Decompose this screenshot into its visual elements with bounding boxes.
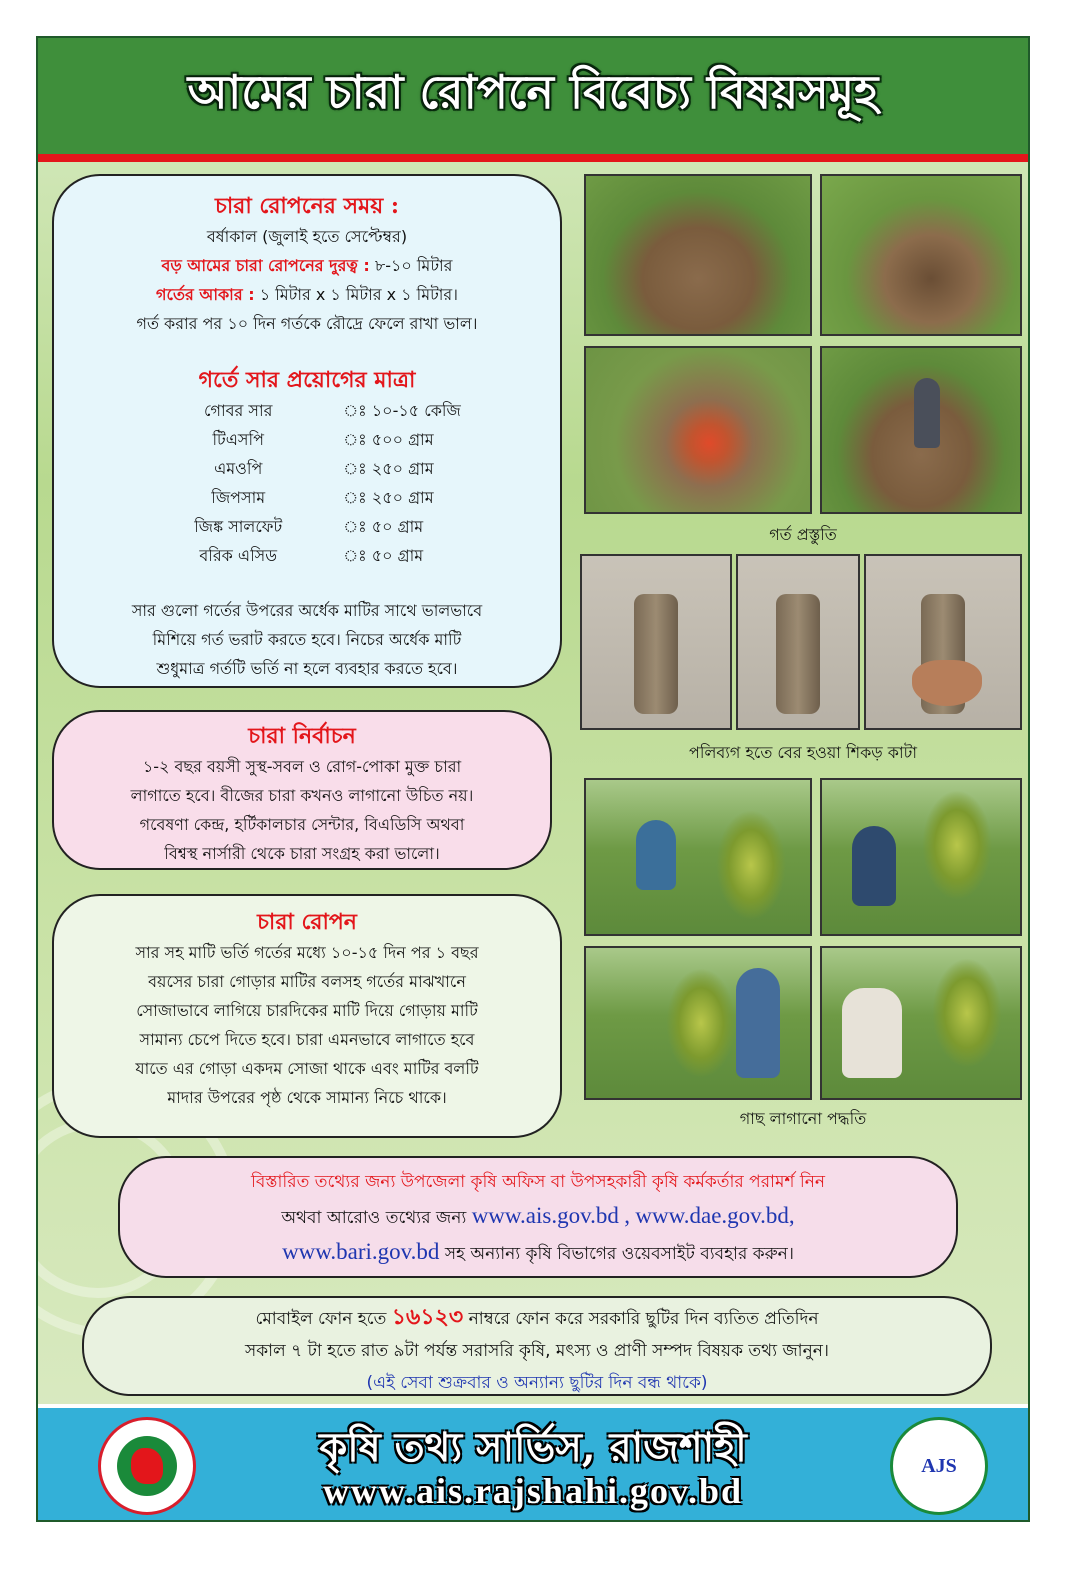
fertilizer-name: জিপসাম — [211, 488, 266, 507]
fertilizer-name: এমওপি — [214, 459, 263, 478]
organization-website[interactable]: www.ais.rajshahi.gov.bd — [322, 1471, 744, 1511]
root-ball — [776, 594, 820, 714]
distance-label: বড় আমের চারা রোপনের দুরত্ব : — [161, 256, 370, 275]
distance-value: ৮-১০ মিটার — [374, 256, 453, 275]
fertilizer-heading: গর্তে সার প্রয়োগের মাত্রা — [198, 367, 416, 393]
hotline-suffix: নাম্বরে ফোন করে সরকারি ছুটির দিন ব্যতিত প্রতিদিন — [468, 1309, 819, 1329]
pit-photo — [584, 174, 812, 336]
fertilizer-table — [143, 396, 471, 570]
pit-photo — [820, 346, 1022, 514]
advice-panel — [118, 1156, 958, 1278]
hand — [912, 660, 982, 706]
table-row — [143, 512, 471, 541]
seedling — [666, 968, 736, 1078]
advice-prefix: অথবা আরোও তথ্যের জন্য — [281, 1208, 467, 1228]
root-photo — [736, 554, 860, 730]
table-row — [143, 483, 471, 512]
fertilizer-amount: ঃ ২৫০ গ্রাম — [343, 459, 434, 478]
root-photo — [580, 554, 732, 730]
advice-links-line — [120, 1199, 956, 1235]
pit-photo — [820, 174, 1022, 336]
hotline-number: ১৬১২৩ — [391, 1305, 464, 1330]
table-row — [143, 396, 471, 425]
pit-preparation-caption: গর্ত প্রস্তুতি — [769, 525, 837, 544]
advice-links-line — [120, 1235, 956, 1271]
note-line: সার গুলো গর্তের উপরের অর্ধেক মাটির সাথে ভালভাবে — [131, 601, 483, 620]
planting-photo — [820, 778, 1022, 936]
pit-size-value: ১ মিটার x ১ মিটার x ১ মিটার। — [259, 285, 458, 304]
fertilizer-amount: ঃ ৫০০ গ্রাম — [343, 430, 434, 449]
selection-line: বিশ্বস্থ নার্সারী থেকে চারা সংগ্রহ করা ভালো। — [164, 844, 440, 863]
link-bari[interactable]: www.bari.gov.bd — [282, 1239, 440, 1264]
note-line: মিশিয়ে গর্ত ভরাট করতে হবে। নিচের অর্ধেক মাটি — [152, 630, 462, 649]
planting-time-panel — [52, 174, 562, 688]
hotline-hours: সকাল ৭ টা হতে রাত ৯টা পর্যন্ত সরাসরি কৃষি, মৎস্য ও প্রাণী সম্পদ বিষয়ক তথ্য জানুন। — [245, 1341, 829, 1361]
planting-heading: চারা রোপন — [257, 909, 357, 935]
note-line: শুধুমাত্র গর্তটি ভর্তি না হলে ব্যবহার করতে হবে। — [156, 659, 458, 678]
planting-time-heading: চারা রোপনের সময় : — [215, 193, 399, 219]
sun-note: গর্ত করার পর ১০ দিন গর্তকে রৌদ্রে ফেলে রাখা ভাল। — [136, 314, 478, 333]
fertilizer-amount: ঃ ২৫০ গ্রাম — [343, 488, 434, 507]
fertilizer-name: গোবর সার — [203, 401, 273, 420]
table-row — [143, 454, 471, 483]
planting-photo — [584, 778, 812, 936]
planting-line: মাদার উপরের পৃষ্ঠ থেকে সামান্য নিচে থাকে। — [167, 1088, 447, 1107]
root-ball — [634, 594, 678, 714]
hotline-prefix: মোবাইল ফোন হতে — [255, 1309, 387, 1329]
poster — [36, 36, 1030, 1522]
worker-figure — [736, 968, 780, 1078]
title-banner — [38, 38, 1028, 162]
selection-panel — [52, 710, 552, 870]
fertilizer-amount: ঃ ১০-১৫ কেজি — [343, 401, 461, 420]
fertilizer-name: বরিক এসিড — [199, 546, 278, 565]
planting-line: সামান্য চেপে দিতে হবে। চারা এমনভাবে লাগাতে হবে — [139, 1030, 475, 1049]
advice-line: বিস্তারিত তথ্যের জন্য উপজেলা কৃষি অফিস বা উপসহকারী কৃষি কর্মকর্তার পরামর্শ নিন — [250, 1172, 826, 1192]
link-separator: , — [624, 1203, 630, 1228]
hotline-line — [84, 1302, 990, 1335]
seedling — [716, 810, 786, 920]
planting-method-caption: গাছ লাগানো পদ্ধতি — [739, 1109, 867, 1128]
fertilizer-amount: ঃ ৫০ গ্রাম — [343, 546, 424, 565]
planting-line: বয়সের চারা গোড়ার মাটির বলসহ গর্তের মাঝখানে — [148, 972, 466, 991]
hotline-closed-note: (এই সেবা শুক্রবার ও অন্যান্য ছুটির দিন বন্ধ থাকে) — [366, 1373, 708, 1393]
fertilizer-amount: ঃ ৫০ গ্রাম — [343, 517, 424, 536]
pit-photo — [584, 346, 812, 514]
planting-photo — [584, 946, 812, 1100]
worker-figure — [636, 820, 676, 890]
pit-size — [54, 280, 560, 309]
root-photo — [864, 554, 1022, 730]
planting-photo — [820, 946, 1022, 1100]
pit-size-label: গর্তের আকার : — [156, 285, 255, 304]
selection-line: লাগাতে হবে। বীজের চারা কখনও লাগানো উচিত নয়। — [130, 786, 474, 805]
planting-line: সোজাভাবে লাগিয়ে চারদিকের মাটি দিয়ে গোড়ায় মাটি — [136, 1001, 478, 1020]
fertilizer-note — [54, 596, 560, 683]
worker-figure — [852, 826, 896, 906]
selection-heading: চারা নির্বাচন — [248, 723, 356, 749]
link-dae[interactable]: www.dae.gov.bd, — [635, 1203, 795, 1228]
ais-logo-text: AJS — [921, 1454, 957, 1477]
planting-season: বর্ষাকাল (জুলাই হতে সেপ্টেম্বর) — [206, 227, 408, 246]
organization-name: কৃষি তথ্য সার্ভিস, রাজশাহী — [319, 1424, 747, 1471]
worker-figure — [914, 378, 940, 448]
selection-line: গবেষণা কেন্দ্র, হর্টিকালচার সেন্টার, বিএডিসি অথবা — [139, 815, 465, 834]
root-cutting-caption: পলিব্যগ হতে বের হওয়া শিকড় কাটা — [689, 743, 917, 762]
table-row — [143, 425, 471, 454]
table-row — [143, 541, 471, 570]
footer-banner — [38, 1404, 1028, 1520]
hotline-panel — [82, 1296, 992, 1396]
planting-line: যাতে এর গোড়া একদম সোজা থাকে এবং মাটির বলটি — [135, 1059, 479, 1078]
worker-figure — [842, 988, 902, 1078]
planting-panel — [52, 894, 562, 1138]
ais-logo-icon — [890, 1417, 988, 1515]
selection-line: ১-২ বছর বয়সী সুস্থ-সবল ও রোগ-পোকা মুক্ত চারা — [142, 757, 462, 776]
planting-line: সার সহ মাটি ভর্তি গর্তের মধ্যে ১০-১৫ দিন পর ১ বছর — [135, 943, 479, 962]
link-ais[interactable]: www.ais.gov.bd — [471, 1203, 619, 1228]
seedling — [922, 790, 992, 900]
seedling — [932, 958, 1002, 1068]
advice-suffix: সহ অন্যান্য কৃষি বিভাগের ওয়েবসাইট ব্যবহার করুন। — [444, 1244, 794, 1264]
page-title: আমের চারা রোপনে বিবেচ্য বিষয়সমূহ — [187, 65, 879, 119]
fertilizer-name: জিঙ্ক সালফেট — [194, 517, 283, 536]
fertilizer-name: টিএসপি — [212, 430, 264, 449]
planting-distance — [54, 251, 560, 280]
